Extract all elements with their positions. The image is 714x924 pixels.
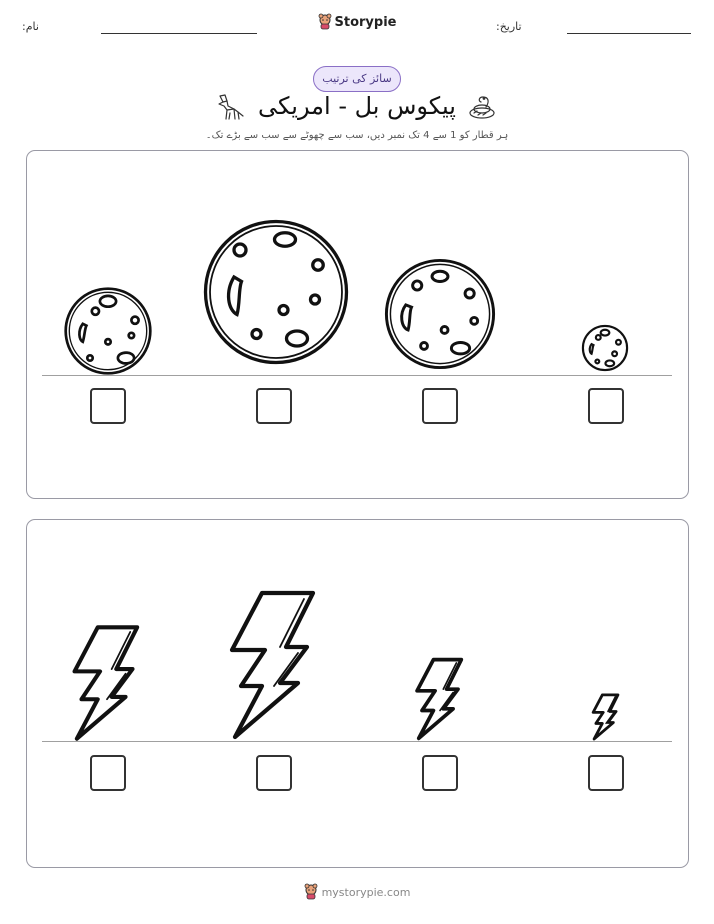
rank-box-2[interactable]: [256, 388, 292, 424]
storypie-mascot-icon: [318, 14, 332, 30]
baseline: [42, 375, 672, 376]
rank-box-2[interactable]: [256, 755, 292, 791]
date-label: تاریخ:: [496, 20, 522, 33]
rank-box-4[interactable]: [588, 388, 624, 424]
rank-box-1[interactable]: [90, 388, 126, 424]
date-line[interactable]: [567, 33, 691, 34]
moon-icon: [63, 286, 153, 376]
lightning-bolt-icon: [226, 590, 322, 740]
lightning-bolt-icon: [72, 625, 142, 741]
baseline: [42, 741, 672, 742]
footer: [0, 884, 714, 904]
rank-box-4[interactable]: [588, 755, 624, 791]
rank-box-3[interactable]: [422, 755, 458, 791]
brand-name: Storypie: [334, 14, 397, 30]
lightning-bolt-icon: [592, 694, 620, 740]
moon-icon: [379, 257, 501, 371]
topic-badge: سائز کی ترتیب: [313, 66, 401, 92]
footer-url[interactable]: mystorypie.com: [321, 885, 411, 899]
rank-box-1[interactable]: [90, 755, 126, 791]
rank-box-3[interactable]: [422, 388, 458, 424]
storypie-mascot-icon: [304, 884, 318, 900]
moon-icon: [581, 324, 629, 372]
coyote-icon: [214, 92, 246, 122]
name-label: نام:: [22, 20, 39, 33]
lightning-bolt-icon: [415, 658, 465, 740]
worksheet-title: پیکوس بل - امریکی: [258, 92, 456, 120]
moon-icon: [195, 217, 357, 367]
instructions: ہر قطار کو 1 سے 4 تک نمبر دیں، سب سے چھوٹے سے سب سے بڑے تک۔: [205, 130, 509, 141]
brand-logo: [0, 14, 714, 34]
